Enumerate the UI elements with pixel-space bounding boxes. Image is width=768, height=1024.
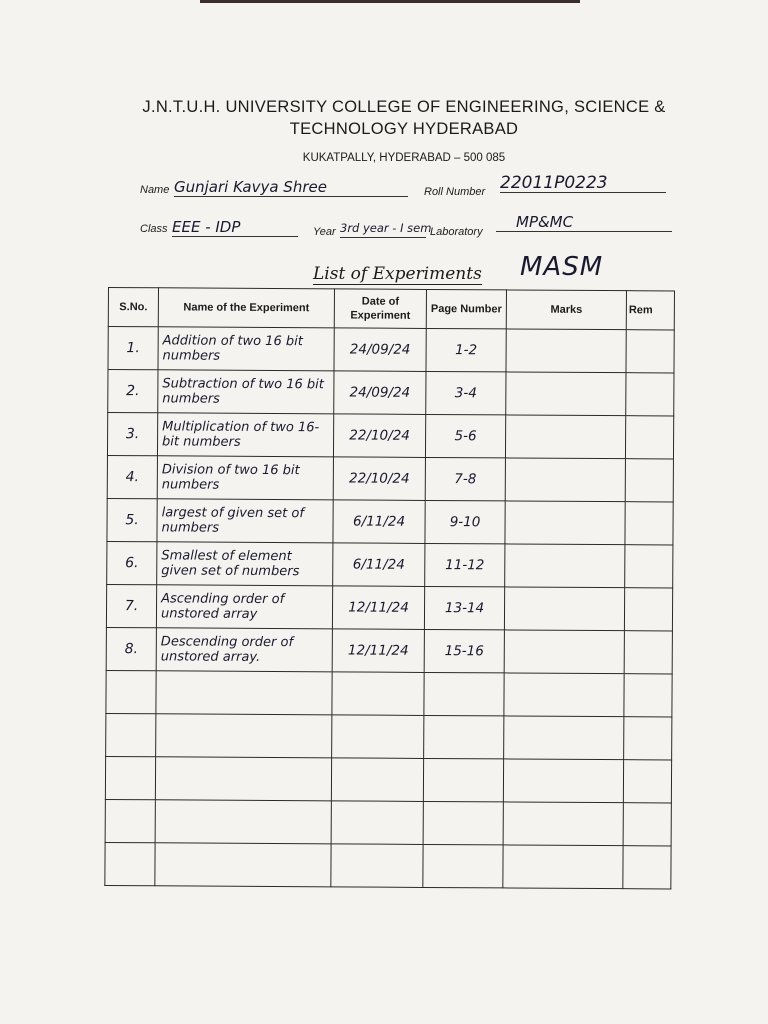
table-row bbox=[107, 498, 673, 544]
col-header-marks: Marks bbox=[506, 290, 626, 330]
empty-cell bbox=[423, 801, 503, 844]
cell-remarks bbox=[624, 631, 672, 674]
empty-cell bbox=[503, 802, 623, 846]
roll-number-label: Roll Number bbox=[424, 186, 486, 198]
cell-marks bbox=[505, 544, 625, 588]
table-row bbox=[108, 327, 674, 373]
cell-remarks bbox=[626, 330, 674, 373]
table-row bbox=[108, 370, 674, 416]
empty-cell bbox=[503, 845, 623, 889]
cell-sno: 3. bbox=[107, 413, 157, 456]
empty-cell bbox=[504, 673, 624, 717]
empty-cell bbox=[331, 801, 423, 845]
cell-remarks bbox=[624, 588, 672, 631]
empty-cell bbox=[105, 799, 155, 842]
empty-cell bbox=[155, 757, 331, 801]
cell-sno: 6. bbox=[107, 541, 157, 584]
cell-experiment-name: largest of given set of numbers bbox=[157, 499, 333, 543]
cell-sno: 7. bbox=[106, 584, 156, 627]
list-title: List of Experiments bbox=[313, 264, 482, 284]
cell-marks bbox=[505, 501, 625, 545]
empty-cell bbox=[105, 842, 155, 885]
cell-marks bbox=[506, 329, 626, 373]
cell-date: 6/11/24 bbox=[333, 543, 425, 587]
empty-cell bbox=[155, 843, 331, 887]
col-header-name: Name of the Experiment bbox=[158, 288, 334, 328]
cell-marks bbox=[504, 630, 624, 674]
cell-experiment-name: Smallest of element given set of numbers bbox=[157, 542, 333, 586]
cell-experiment-name: Multiplication of two 16-bit numbers bbox=[157, 413, 333, 457]
table-row bbox=[106, 584, 672, 630]
empty-cell bbox=[106, 670, 156, 713]
cell-page: 3-4 bbox=[426, 371, 506, 414]
class-label: Class bbox=[140, 223, 168, 235]
cell-experiment-name: Subtraction of two 16 bit numbers bbox=[158, 370, 334, 414]
cell-sno: 8. bbox=[106, 627, 156, 670]
empty-cell bbox=[331, 844, 423, 888]
empty-cell bbox=[156, 714, 332, 758]
page-top-edge bbox=[200, 0, 580, 3]
cell-date: 12/11/24 bbox=[332, 629, 424, 673]
table-row-empty bbox=[105, 756, 671, 802]
empty-cell bbox=[155, 800, 331, 844]
cell-date: 24/09/24 bbox=[334, 371, 426, 415]
cell-experiment-name: Addition of two 16 bit numbers bbox=[158, 327, 334, 371]
list-tag: MASM bbox=[520, 252, 604, 282]
empty-cell bbox=[504, 716, 624, 760]
cell-page: 11-12 bbox=[425, 543, 505, 586]
class-field: EEE - IDP bbox=[172, 218, 298, 237]
header-line-1: J.N.T.U.H. UNIVERSITY COLLEGE OF ENGINEERING, SCIENCE & bbox=[142, 98, 666, 116]
laboratory-field: MP&MC bbox=[496, 213, 672, 232]
table-row-empty bbox=[106, 713, 672, 759]
cell-page: 9-10 bbox=[425, 500, 505, 543]
cell-page: 1-2 bbox=[426, 328, 506, 371]
cell-marks bbox=[506, 372, 626, 416]
cell-page: 5-6 bbox=[425, 414, 505, 457]
experiments-table bbox=[104, 287, 675, 889]
empty-cell bbox=[423, 844, 503, 887]
roll-number-field: 22011P0223 bbox=[500, 174, 666, 193]
empty-cell bbox=[624, 717, 672, 760]
table-row-empty bbox=[105, 799, 671, 845]
cell-experiment-name: Descending order of unstored array. bbox=[156, 628, 332, 672]
cell-experiment-name: Division of two 16 bit numbers bbox=[157, 456, 333, 500]
table-header-row bbox=[108, 288, 674, 330]
empty-cell bbox=[623, 846, 671, 889]
table-row-empty bbox=[106, 670, 672, 716]
table-row-empty bbox=[105, 842, 671, 888]
cell-remarks bbox=[625, 416, 673, 459]
cell-date: 22/10/24 bbox=[333, 457, 425, 501]
empty-cell bbox=[503, 759, 623, 803]
empty-cell bbox=[332, 672, 424, 716]
cell-remarks bbox=[626, 373, 674, 416]
year-field: 3rd year - I sem bbox=[340, 219, 426, 238]
cell-sno: 2. bbox=[108, 370, 158, 413]
cell-marks bbox=[505, 415, 625, 459]
empty-cell bbox=[331, 758, 423, 802]
name-field: Gunjari Kavya Shree bbox=[174, 178, 408, 197]
cell-sno: 1. bbox=[108, 327, 158, 370]
empty-cell bbox=[105, 756, 155, 799]
col-header-date: Date of Experiment bbox=[334, 289, 426, 329]
cell-date: 24/09/24 bbox=[334, 328, 426, 372]
empty-cell bbox=[424, 715, 504, 758]
table-row bbox=[107, 541, 673, 587]
empty-cell bbox=[332, 715, 424, 759]
cell-marks bbox=[504, 587, 624, 631]
empty-cell bbox=[156, 671, 332, 715]
cell-sno: 4. bbox=[107, 455, 157, 498]
university-header bbox=[20, 96, 768, 140]
cell-remarks bbox=[625, 502, 673, 545]
cell-date: 12/11/24 bbox=[332, 586, 424, 630]
empty-cell bbox=[623, 803, 671, 846]
cell-page: 7-8 bbox=[425, 457, 505, 500]
empty-cell bbox=[423, 758, 503, 801]
table-row bbox=[106, 627, 672, 673]
cell-sno: 5. bbox=[107, 498, 157, 541]
cell-date: 22/10/24 bbox=[333, 414, 425, 458]
col-header-page: Page Number bbox=[426, 289, 506, 328]
cell-date: 6/11/24 bbox=[333, 500, 425, 544]
empty-cell bbox=[424, 672, 504, 715]
address-line: KUKATPALLY, HYDERABAD – 500 085 bbox=[302, 152, 506, 164]
laboratory-label: Laboratory bbox=[430, 226, 483, 238]
table-row bbox=[107, 455, 673, 501]
cell-marks bbox=[505, 458, 625, 502]
cell-page: 13-14 bbox=[424, 586, 504, 629]
table-row bbox=[107, 413, 673, 459]
col-header-sno: S.No. bbox=[108, 288, 158, 327]
cell-page: 15-16 bbox=[424, 629, 504, 672]
cell-remarks bbox=[625, 545, 673, 588]
name-label: Name bbox=[140, 184, 170, 196]
col-header-remarks: Rem bbox=[626, 291, 674, 330]
header-line-2: TECHNOLOGY HYDERABAD bbox=[289, 120, 519, 138]
empty-cell bbox=[106, 713, 156, 756]
empty-cell bbox=[623, 760, 671, 803]
cell-remarks bbox=[625, 459, 673, 502]
year-label: Year bbox=[313, 226, 336, 238]
empty-cell bbox=[624, 674, 672, 717]
cell-experiment-name: Ascending order of unstored array bbox=[156, 585, 332, 629]
